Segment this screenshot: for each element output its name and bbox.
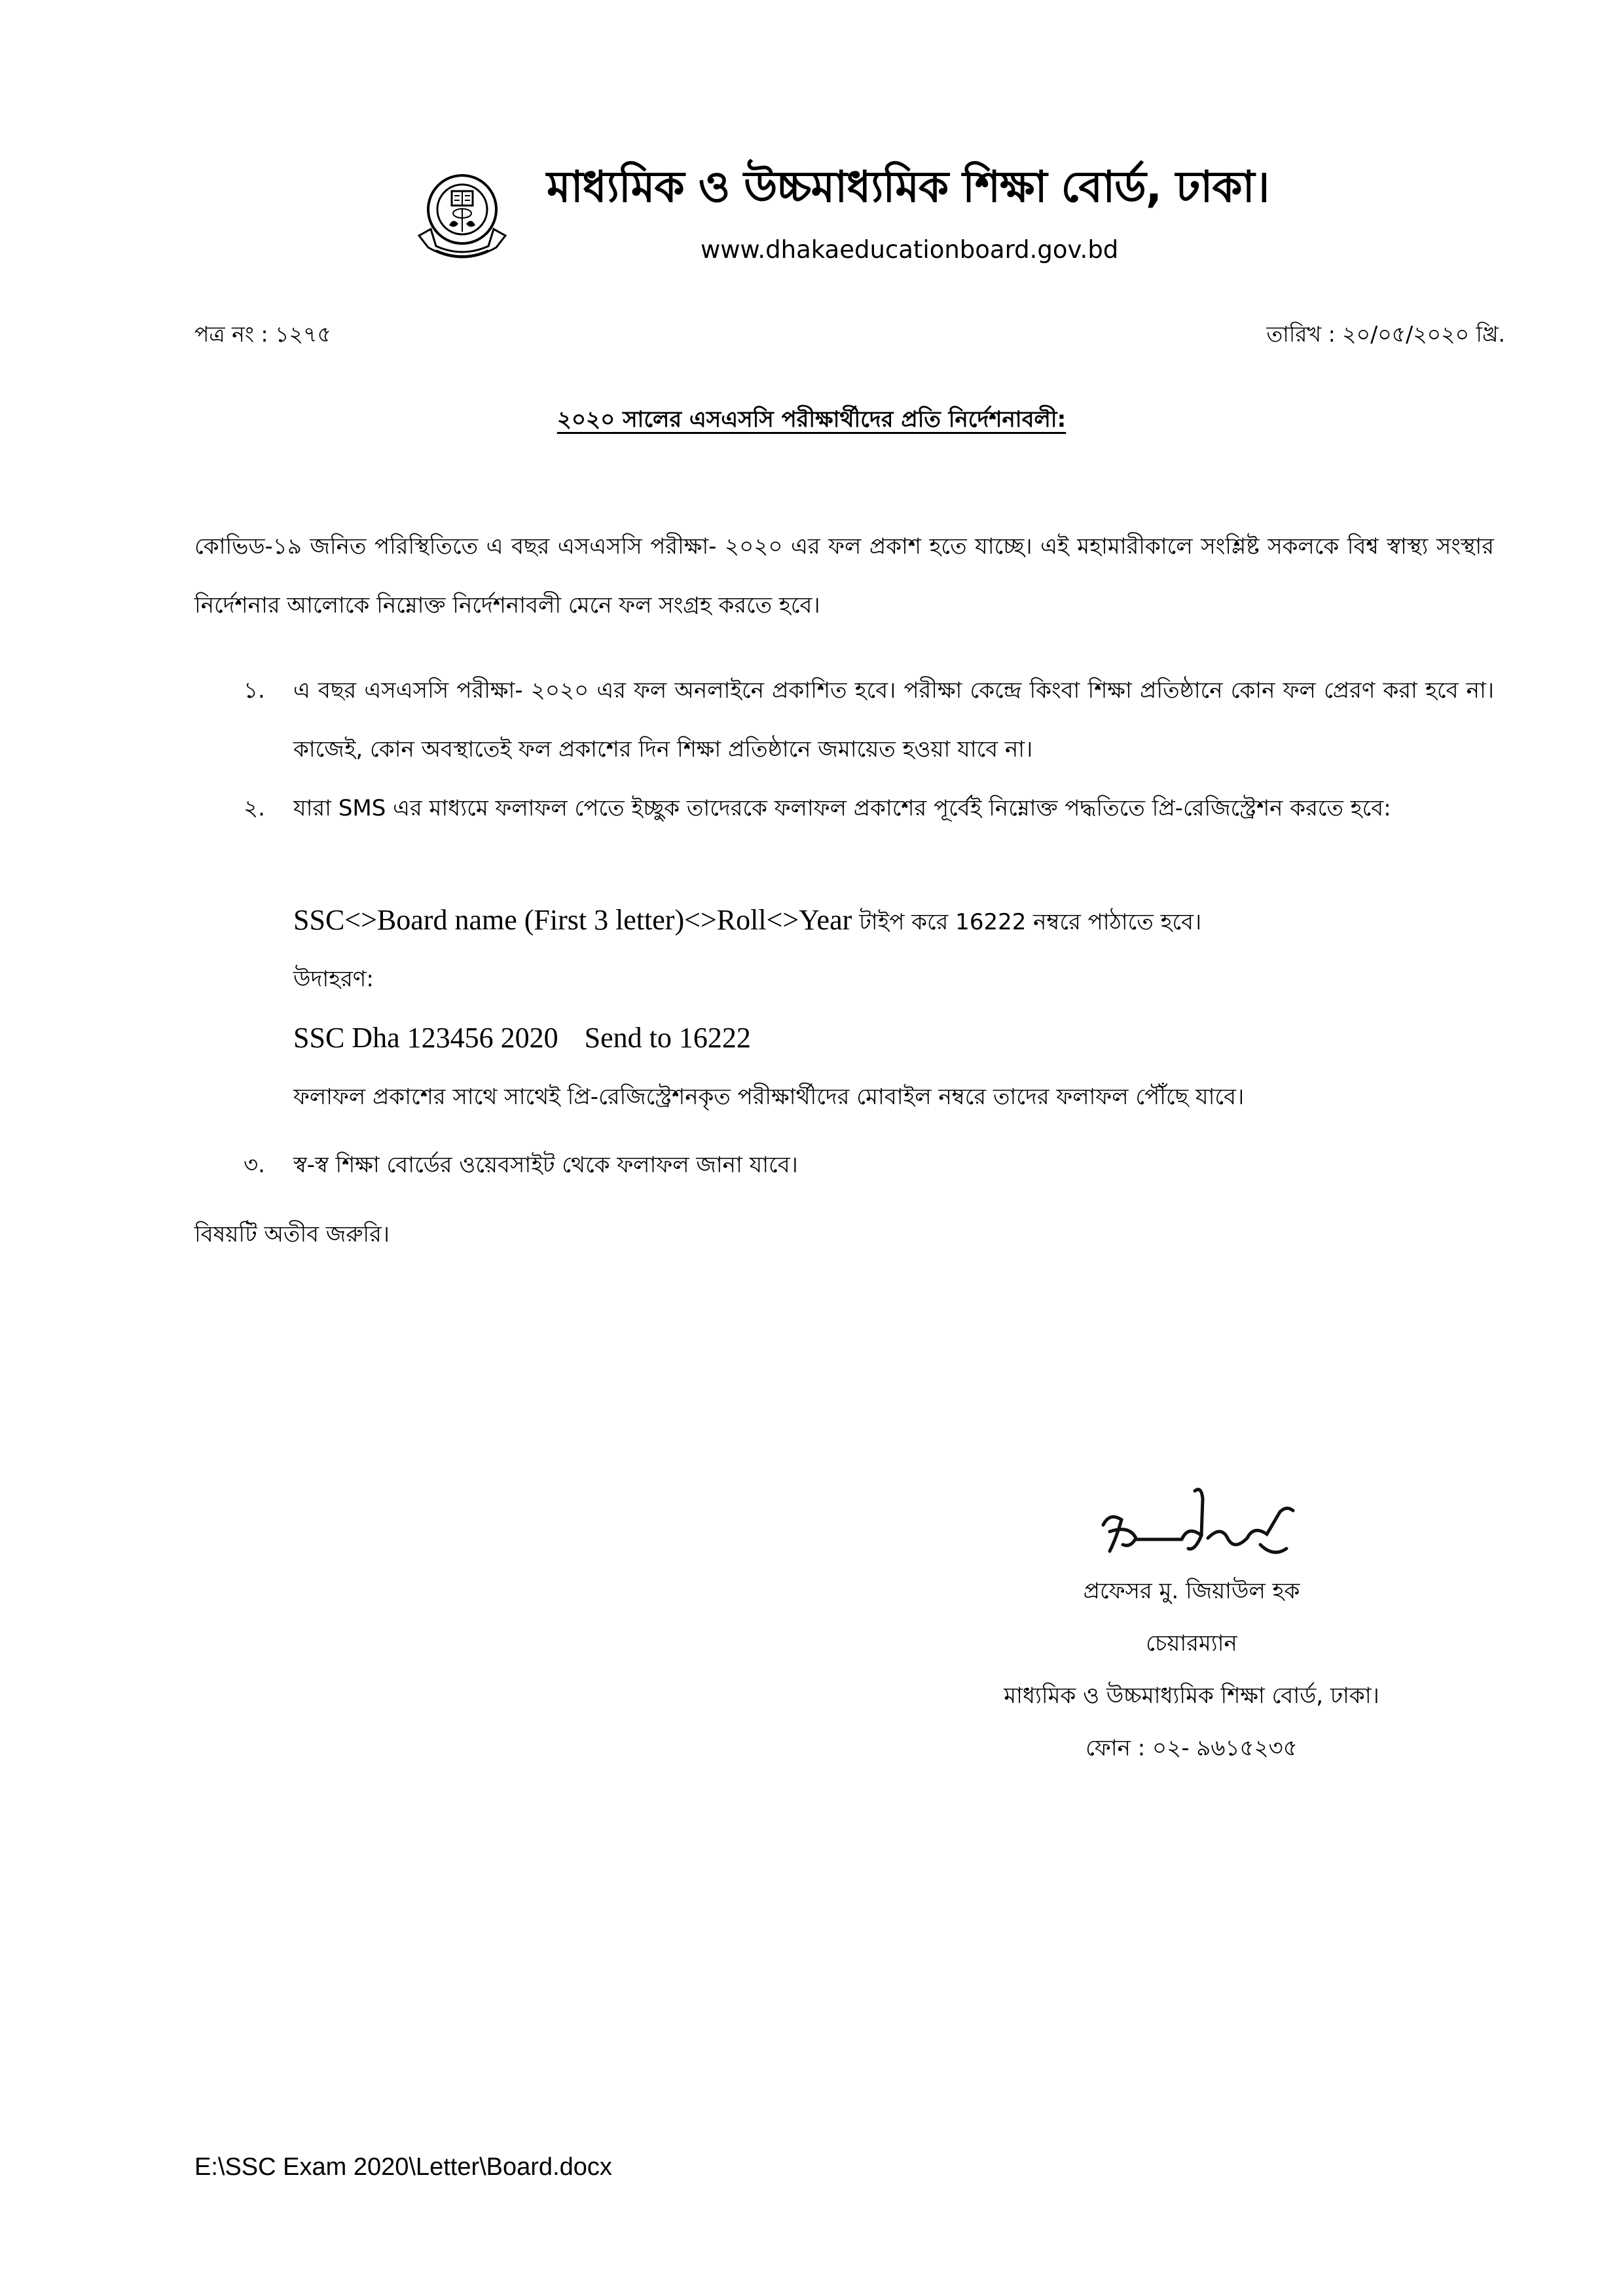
reference-number: পত্র নং : ১২৭৫ — [194, 321, 331, 347]
sms-example — [293, 1021, 751, 1054]
signatory-phone: ফোন : ০২- ৯৬১৫২৩৫ — [1085, 1735, 1298, 1761]
subject-text: ২০২০ সালের এসএসসি পরীক্ষার্থীদের প্রতি নির্দেশনাবলী: — [556, 406, 1067, 433]
delivery-note: ফলাফল প্রকাশের সাথে সাথেই প্রি-রেজিস্ট্রেশনকৃত পরীক্ষার্থীদের মোবাইল নম্বরে তাদের ফলাফল পৌঁছে যাবে। — [293, 1084, 1245, 1110]
instruction-item — [244, 779, 1494, 838]
board-seal-icon — [416, 169, 508, 267]
sms-format: SSC<>Board name (First 3 letter)<>Roll<>Year — [293, 904, 852, 936]
letter-date: তারিখ : ২০/০৫/২০২০ খ্রি. — [1266, 321, 1505, 347]
sms-format-suffix: টাইপ করে 16222 নম্বরে পাঠাতে হবে। — [859, 909, 1202, 935]
item-number: ২. — [244, 795, 265, 821]
footer-file-path: E:\SSC Exam 2020\Letter\Board.docx — [194, 2153, 612, 2181]
example-message: SSC Dha 123456 2020 — [293, 1022, 558, 1054]
item-text: এ বছর এসএসসি পরীক্ষা- ২০২০ এর ফল অনলাইনে প্রকাশিত হবে। পরীক্ষা কেন্দ্রে কিংবা শিক্ষা প্রতিষ্ঠানে কোন ফল প্রেরণ করা হবে না। কাজেই, কোন অবস্থাতেই ফল প্রকাশের দিন শিক্ষা প্রতিষ্ঠানে জমায়েত হওয়া যাবে না। — [293, 677, 1494, 762]
signatory-organization: মাধ্যমিক ও উচ্চমাধ্যমিক শিক্ষা বোর্ড, ঢাকা। — [1004, 1683, 1379, 1709]
item-text: যারা SMS এর মাধ্যমে ফলাফল পেতে ইচ্ছুক তাদেরকে ফলাফল প্রকাশের পূর্বেই নিম্নোক্ত পদ্ধতিতে প্রি-রেজিস্ট্রেশন করতে হবে: — [293, 795, 1391, 821]
subject-heading — [0, 403, 1623, 440]
sms-format-line — [293, 903, 1201, 942]
signatory-title: চেয়ারম্যান — [1146, 1630, 1237, 1657]
handwritten-signature-icon — [1090, 1486, 1306, 1571]
instruction-item — [244, 1136, 1494, 1194]
item-number: ১. — [244, 677, 265, 704]
board-website: www.dhakaeducationboard.gov.bd — [701, 236, 1119, 264]
example-send: Send to 16222 — [584, 1022, 751, 1054]
signatory-name: প্রফেসর মু. জিয়াউল হক — [1083, 1578, 1300, 1604]
item-number: ৩. — [244, 1152, 265, 1178]
item-text: স্ব-স্ব শিক্ষা বোর্ডের ওয়েবসাইট থেকে ফলাফল জানা যাবে। — [293, 1152, 798, 1178]
instruction-item — [244, 661, 1494, 779]
intro-paragraph: কোভিড-১৯ জনিত পরিস্থিতিতে এ বছর এসএসসি পরীক্ষা- ২০২০ এর ফল প্রকাশ হতে যাচ্ছে। এই মহামারীকালে সংশ্লিষ্ট সকলকে বিশ্ব স্বাস্থ্য সংস্থার নির্দেশনার আলোকে নিম্নোক্ত নির্দেশনাবলী মেনে ফল সংগ্রহ করতে হবে। — [194, 533, 1494, 619]
closing-note: বিষয়টি অতীব জরুরি। — [194, 1221, 390, 1247]
example-label: উদাহরণ: — [293, 966, 374, 992]
board-title: মাধ্যমিক ও উচ্চমাধ্যমিক শিক্ষা বোর্ড, ঢাকা। — [547, 162, 1269, 212]
